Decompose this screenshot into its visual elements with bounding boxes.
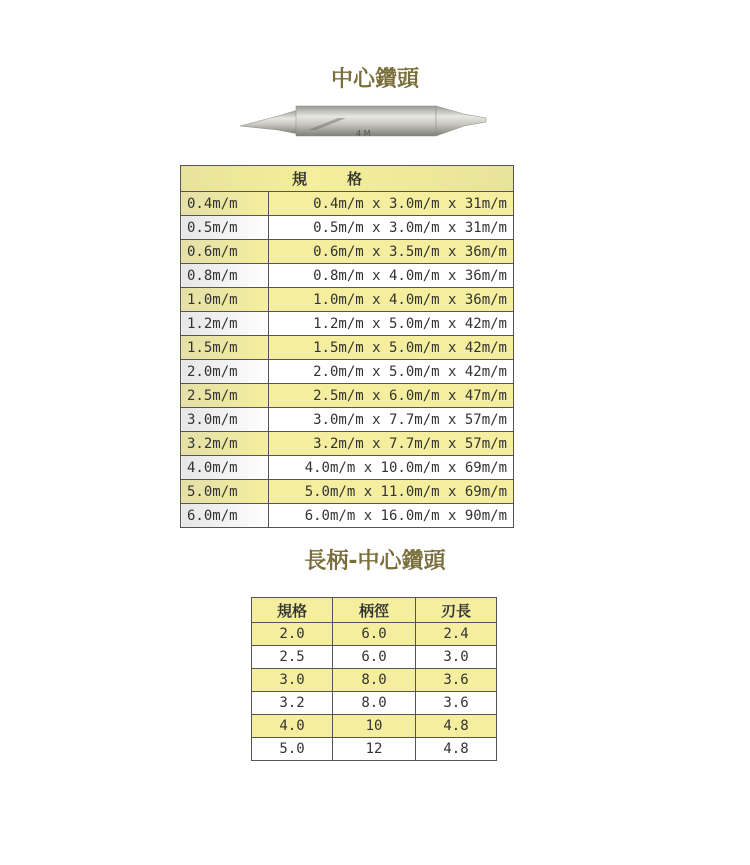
size-cell: 2.5m/m <box>181 384 269 408</box>
spec-cell: 4.0m/m x 10.0m/m x 69m/m <box>269 456 514 480</box>
drill-tip-left <box>240 110 298 134</box>
table-header-row <box>252 598 497 623</box>
spec-cell: 4.0 <box>252 715 333 738</box>
table-row <box>181 408 514 432</box>
shank-diameter-cell: 12 <box>333 738 416 761</box>
table-row <box>181 456 514 480</box>
shank-diameter-cell: 6.0 <box>333 623 416 646</box>
spec-cell: 3.0 <box>252 669 333 692</box>
table-row <box>181 384 514 408</box>
table-row <box>181 336 514 360</box>
spec-cell: 2.5 <box>252 646 333 669</box>
section-title-center-drill: 中心鑽頭 <box>330 67 419 92</box>
size-cell: 1.0m/m <box>181 288 269 312</box>
table-row <box>181 216 514 240</box>
blade-length-cell: 3.0 <box>416 646 497 669</box>
table-row <box>181 312 514 336</box>
table-row <box>252 738 497 761</box>
center-drill-spec-table <box>180 165 514 528</box>
table-row <box>181 264 514 288</box>
table-row <box>252 715 497 738</box>
header-spec: 規格 <box>252 598 333 623</box>
table-row <box>252 646 497 669</box>
blade-length-cell: 3.6 <box>416 692 497 715</box>
spec-cell: 3.0m/m x 7.7m/m x 57m/m <box>269 408 514 432</box>
spec-cell: 2.0 <box>252 623 333 646</box>
spec-cell: 0.4m/m x 3.0m/m x 31m/m <box>269 192 514 216</box>
table-row <box>181 192 514 216</box>
spec-header: 規格 <box>181 166 514 192</box>
size-cell: 5.0m/m <box>181 480 269 504</box>
blade-length-cell: 3.6 <box>416 669 497 692</box>
table-row <box>252 669 497 692</box>
table-row <box>181 480 514 504</box>
spec-cell: 0.6m/m x 3.5m/m x 36m/m <box>269 240 514 264</box>
table-row <box>181 432 514 456</box>
spec-cell: 1.5m/m x 5.0m/m x 42m/m <box>269 336 514 360</box>
spec-cell: 2.0m/m x 5.0m/m x 42m/m <box>269 360 514 384</box>
blade-length-cell: 4.8 <box>416 738 497 761</box>
spec-cell: 0.5m/m x 3.0m/m x 31m/m <box>269 216 514 240</box>
spec-cell: 5.0m/m x 11.0m/m x 69m/m <box>269 480 514 504</box>
section-title-long-shank-center-drill: 長柄-中心鑽頭 <box>304 549 446 574</box>
spec-cell: 3.2 <box>252 692 333 715</box>
table-row <box>181 288 514 312</box>
shank-diameter-cell: 8.0 <box>333 669 416 692</box>
table-row <box>181 240 514 264</box>
table-header-row <box>181 166 514 192</box>
spec-cell: 1.0m/m x 4.0m/m x 36m/m <box>269 288 514 312</box>
drill-tip-right <box>436 106 486 136</box>
center-drill-image <box>238 96 488 144</box>
size-cell: 2.0m/m <box>181 360 269 384</box>
size-cell: 6.0m/m <box>181 504 269 528</box>
table-row <box>252 623 497 646</box>
table-row <box>252 692 497 715</box>
spec-cell: 3.2m/m x 7.7m/m x 57m/m <box>269 432 514 456</box>
spec-cell: 1.2m/m x 5.0m/m x 42m/m <box>269 312 514 336</box>
long-shank-spec-table <box>251 597 497 761</box>
size-cell: 4.0m/m <box>181 456 269 480</box>
header-blade-length: 刃長 <box>416 598 497 623</box>
drill-marking: 4 M <box>356 129 371 138</box>
spec-cell: 6.0m/m x 16.0m/m x 90m/m <box>269 504 514 528</box>
size-cell: 1.2m/m <box>181 312 269 336</box>
size-cell: 3.2m/m <box>181 432 269 456</box>
table-row <box>181 360 514 384</box>
size-cell: 0.5m/m <box>181 216 269 240</box>
shank-diameter-cell: 8.0 <box>333 692 416 715</box>
size-cell: 3.0m/m <box>181 408 269 432</box>
blade-length-cell: 4.8 <box>416 715 497 738</box>
size-cell: 1.5m/m <box>181 336 269 360</box>
table-row <box>181 504 514 528</box>
spec-cell: 0.8m/m x 4.0m/m x 36m/m <box>269 264 514 288</box>
spec-cell: 2.5m/m x 6.0m/m x 47m/m <box>269 384 514 408</box>
size-cell: 0.6m/m <box>181 240 269 264</box>
size-cell: 0.8m/m <box>181 264 269 288</box>
shank-diameter-cell: 10 <box>333 715 416 738</box>
header-shank-diameter: 柄徑 <box>333 598 416 623</box>
spec-cell: 5.0 <box>252 738 333 761</box>
blade-length-cell: 2.4 <box>416 623 497 646</box>
size-cell: 0.4m/m <box>181 192 269 216</box>
shank-diameter-cell: 6.0 <box>333 646 416 669</box>
